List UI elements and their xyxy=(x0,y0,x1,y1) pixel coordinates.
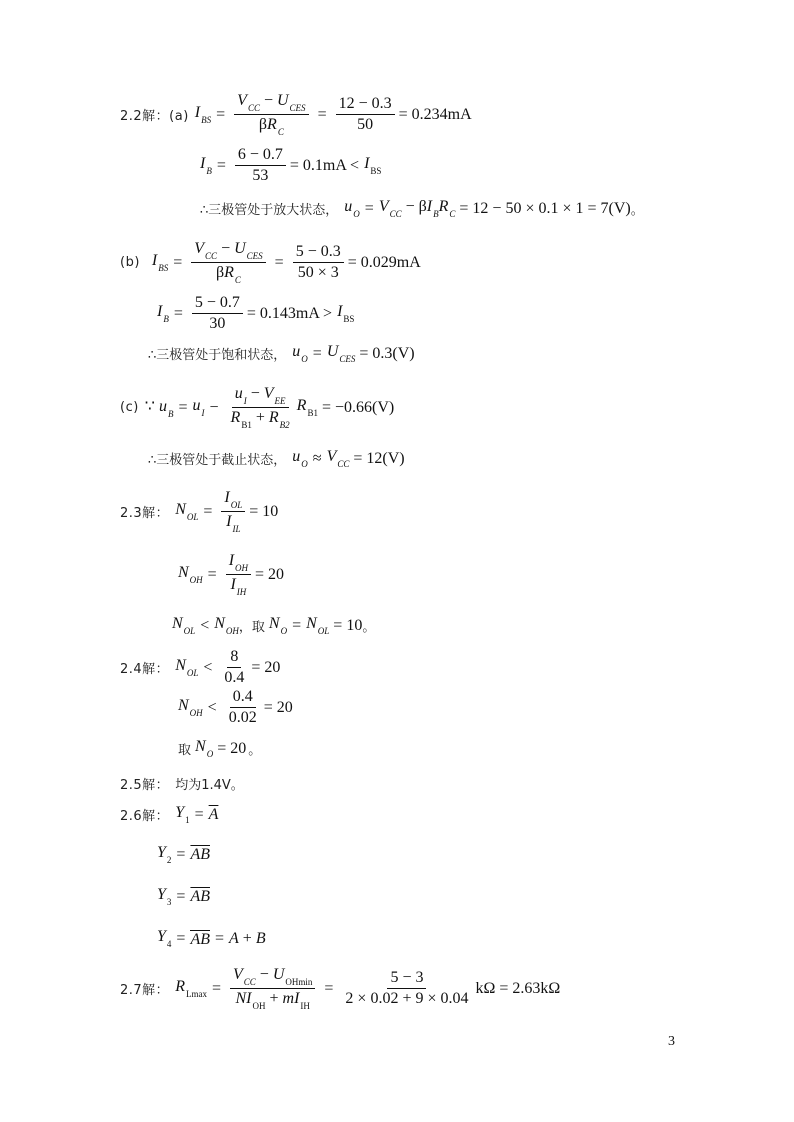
eq-22a-ib: $I_B$ = $\frac{6 - 0.7}{53}$ = 0.1mA < $I_{BS}$ xyxy=(200,146,382,185)
eq-23-no: $N_{OL}$ < $N_{OH}$ ，取 $N_O$ = $N_{OL}$ = 10 。 xyxy=(172,615,376,636)
eq-22c-conclusion: ∴三极管处于截止状态， $u_O$ ≈ $V_{CC}$ = 12(V) xyxy=(148,448,405,469)
label-23: 2.3解： xyxy=(120,506,170,522)
label-22c: (c) xyxy=(120,400,139,416)
page-number: 3 xyxy=(668,1034,675,1049)
eq-22c-ub: (c) ∵ $u_B$ = $u_I$ − $\frac{u_I - V_{EE}}{R_{B1} + R_{B2}}$ $R_{B1}$ = −0.66(V) xyxy=(120,385,395,431)
eq-24-nol: 2.4解： $N_{OL}$ < $\frac{8}{0.4}$ = 20 xyxy=(120,648,281,687)
eq-26-y1: 2.6解： $Y_1$ = $\overline{A}$ xyxy=(120,804,219,825)
eq-22b-conclusion: ∴三极管处于饱和状态， $u_O$ = $U_{CES}$ = 0.3(V) xyxy=(148,343,415,364)
eq-27: 2.7解： $R_{Lmax}$ = $\frac{V_{CC} - U_{OHmin}}{NI_{OH} + mI_{IH}}$ = $\frac{5 - 3}{2 \times 0.02 + 9 \times 0.04}$ kΩ = 2.63kΩ xyxy=(120,966,561,1012)
eq-24-noh: $N_{OH}$ < $\frac{0.4}{0.02}$ = 20 xyxy=(178,688,293,727)
eq-22b-ibs: (b) $I_{BS}$ = $\frac{V_{CC} - U_{CES}}{\beta R_C}$ = $\frac{5 - 0.3}{50 \times 3}$ = 0.029mA xyxy=(120,240,421,286)
label-22: 2.2解：(a) xyxy=(120,109,189,125)
label-26: 2.6解： xyxy=(120,809,170,824)
eq-23-noh: $N_{OH}$ = $\frac{I_{OH}}{I_{IH}}$ = 20 xyxy=(178,552,285,598)
eq-26-y4: $Y_4$ = $\overline{AB}$ = A + B xyxy=(157,928,266,949)
label-22b: (b) xyxy=(120,255,140,271)
eq-23-nol: 2.3解： $N_{OL}$ = $\frac{I_{OL}}{I_{IL}}$ = 10 xyxy=(120,489,279,535)
label-25: 2.5解： xyxy=(120,778,170,793)
eq-25: 2.5解： 均为1.4V。 xyxy=(120,774,244,793)
eq-26-y2: $Y_2$ = $\overline{AB}$ xyxy=(157,844,210,865)
label-27: 2.7解： xyxy=(120,983,170,999)
eq-22a-ibs: 2.2解：(a) $I_{BS}$ = $\frac{V_{CC} - U_{CES}}{\beta R_C}$ = $\frac{12 - 0.3}{50}$ = 0.234mA xyxy=(120,92,472,138)
eq-26-y3: $Y_3$ = $\overline{AB}$ xyxy=(157,886,210,907)
eq-24-no: 取 $N_O$ = 20 。 xyxy=(178,738,262,759)
label-24: 2.4解： xyxy=(120,662,170,678)
eq-22a-conclusion: ∴三极管处于放大状态， $u_O$ = $V_{CC} - \beta I_BR_C$ = 12 − 50 × 0.1 × 1 = 7(V) 。 xyxy=(200,198,644,219)
eq-22b-ib: $I_B$ = $\frac{5 - 0.7}{30}$ = 0.143mA > $I_{BS}$ xyxy=(157,294,355,333)
